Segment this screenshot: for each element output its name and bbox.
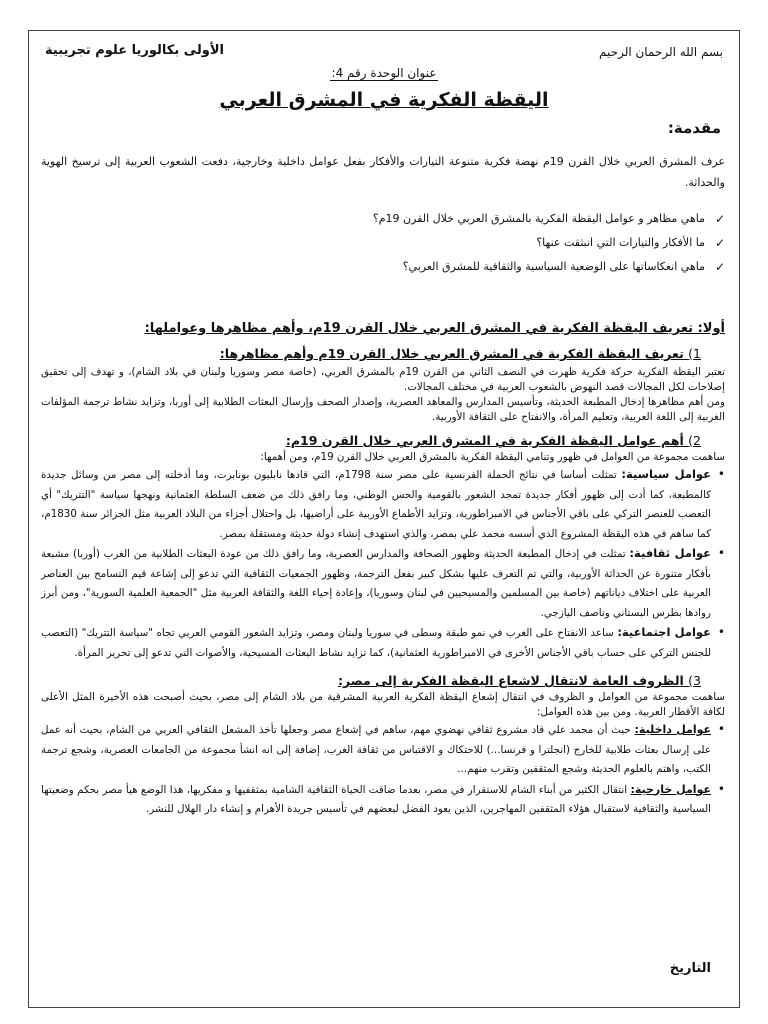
bullet-icon: • [717, 722, 725, 736]
factor-item: • عوامل داخلية: حيث أن محمد علي قاد مشروع ثقافي نهضوي مهم، ساهم في إشعاع مصر وجعلها تأخذ المشعل الثقافي العربي من الشام، بحيث أنه عمل على إرسال بعثات طلابية للخارج (انجلترا و فرنسا...) للاحتكاك و الاقتباس من ثقافة الغرب، إضافة إلى انه انشأ مجموعة من الجامعات العصرية، وشجع ترجمة الكتب، واهتم بالعلوم الحديثة وشجع المثقفين وتقرب منهم... [41, 722, 725, 775]
sub3-factors [41, 720, 725, 820]
bullet-icon: • [717, 625, 725, 639]
check-icon: ✓ [714, 236, 725, 250]
sub1-paragraph: تعتبر اليقظة الفكرية حركة فكرية ظهرت في النصف الثاني من القرن 19م بالمشرق العربي، (خاصة مصر وسوريا ولبنان في بلاد الشام)، و تهدف إلى تحقيق إصلاحات لكل المجالات قصد النهوض بالشعوب العربية في مختلف المجالات. [41, 366, 725, 393]
date-label: التاريخ [669, 961, 711, 976]
bullet-icon: • [717, 781, 725, 796]
factor-item: • عوامل سياسية: تمثلت أساسا في نتائج الحملة الفرنسية على مصر سنة 1798م، التي قادها نابليون بونابرت، وما أدخلته إلى مصر من وسائل جديدة كالمطبعة، كما أدت إلى ظهور أفكار جديدة تمجد الشعور بالقومية والحس الوطني، وما رافق ذلك من ضعف السلطة العثمانية ونهجها سياسة "التتريك" أي التعصب للعنصر التركي على باقي الأجناس في الامبراطورية، وتزايد الأطماع الأوربية على أراضيها، بل واحتلال أجزاء من البلاد العربية مثل الجزائر سنة 1830م، كما ساهم في هذه اليقظة المشروع الذي أسسه محمد علي بمصر، والذي استهدف إنشاء دولة حديثة ومستقلة بمصر. [41, 467, 725, 540]
question-item: ✓ ماهي مظاهر و عوامل اليقظة الفكرية بالمشرق العربي خلال القرن 19م؟ [41, 207, 725, 231]
basmala: بسم الله الرحمان الرحيم [599, 45, 723, 59]
intro-text: عرف المشرق العربي خلال القرن 19م نهضة فكرية متنوعة التيارات والأفكار بفعل عوامل داخلية وخارجية، دفعت الشعوب العربية إلى ترسيخ الهوية والحداثة. [41, 155, 725, 189]
sub3-lead: ساهمت مجموعة من العوامل و الظروف في انتقال إشعاع اليقظة الفكرية العربية المشرقية من بلاد الشام إلى مصر، بحيث أصبحت هذه الأخيرة المثل الأعلى لكافة الأقطار العربية. ومن بين هذه العوامل: [41, 691, 725, 718]
sub2-factors [41, 465, 725, 663]
sub1-heading: 1) تعريف اليقظة الفكرية في المشرق العربي خلال القرن 19م وأهم مظاهرها: [219, 346, 701, 361]
sub2-heading: 2) أهم عوامل اليقظة الفكرية في المشرق العربي خلال القرن 19م: [285, 433, 701, 448]
factor-item: • عوامل اجتماعية: ساعد الانفتاح على الغرب في نمو طبقة وسطى في سوريا ولبنان ومصر، وتزايد الشعور القومي العربي تجاه "سياسة التتريك" (التعصب للجنس التركي على حساب باقي الأجناس الأخرى في الامبراطورية العثمانية)، كما تزايد نشاط البعثات المسيحية، والأصوات التي تدعو إلى تحرير المرأة. [41, 625, 725, 659]
bullet-icon: • [717, 546, 725, 560]
sub2-lead: ساهمت مجموعة من العوامل في ظهور وتنامي اليقظة الفكرية بالمشرق العربي خلال القرن 19م، ومن أهمها: [260, 451, 725, 463]
level-label: الأولى بكالوريا علوم تجريبية [45, 43, 225, 58]
worksheet-page [28, 30, 740, 1008]
question-item: ✓ ماهي انعكاساتها على الوضعية السياسية والثقافية للمشرق العربي؟ [41, 255, 725, 279]
question-item: ✓ ما الأفكار والتيارات التي انبثقت عنها؟ [41, 231, 725, 255]
bullet-icon: • [717, 467, 725, 481]
intro-heading: مقدمة: [667, 119, 721, 137]
check-icon: ✓ [714, 260, 725, 274]
factor-item: • عوامل ثقافية: تمثلت في إدخال المطبعة الحديثة وظهور الصحافة والمدارس العصرية، وما رافق ذلك من عودة البعثات الطلابية من الغرب (أوربا) مشبعة بأفكار متنورة عن الحداثة الأوربية، والتي تم التعرف عليها بشكل كبير بفعل الترجمة، وظهور الجمعيات الثقافية التي تدعو إلى إشاعة قيم التسامح بين العناصر العربية على اختلاف دياناتهم (خاصة بين المسلمين والمسيحيين في لبنان وسوريا)، وإعادة إحياء اللغة والثقافة العربية مثل "الجمعية العلمية السورية"، ومن أبرز روادها بطرس البستاني وناصف اليازجي. [41, 546, 725, 619]
factor-item: • عوامل خارجية: انتقال الكثير من أبناء الشام للاستقرار في مصر، بعدما ضاقت الحياة الثقافية الشامية بمثقفيها و مفكريها، هذا الوضع هيأ مصر بحكم وضعيتها السياسية والثقافية لاستقبال هؤلاء المثقفين المهاجرين، الذين يعود الفضل لبعضهم في تأسيس جريدة الأهرام و إنشاء دار الهلال للنشر. [41, 781, 725, 815]
unit-label: عنوان الوحدة رقم 4: [331, 66, 437, 80]
sub1-paragraph: ومن أهم مظاهرها إدخال المطبعة الحديثة، وتأسيس المدارس والمعاهد العصرية، وإصدار الصحف وإرسال البعثات الطلابية إلى أوربا، وتزايد نشاط ترجمة المؤلفات الغربية إلى اللغة العربية، وتعليم المرأة، والانفتاح على الثقافة الأوربية. [41, 396, 725, 423]
page-title: اليقظة الفكرية في المشرق العربي [219, 89, 549, 111]
sub3-heading: 3) الظروف العامة لانتقال لاشعاع اليقظة الفكرية إلى مصر: [337, 673, 701, 688]
check-icon: ✓ [714, 212, 725, 226]
section1 [41, 321, 725, 820]
intro-questions [41, 207, 725, 279]
section1-heading: أولا: تعريف اليقظة الفكرية في المشرق العربي خلال القرن 19م، وأهم مظاهرها وعواملها: [144, 321, 725, 336]
intro-section [41, 151, 725, 279]
